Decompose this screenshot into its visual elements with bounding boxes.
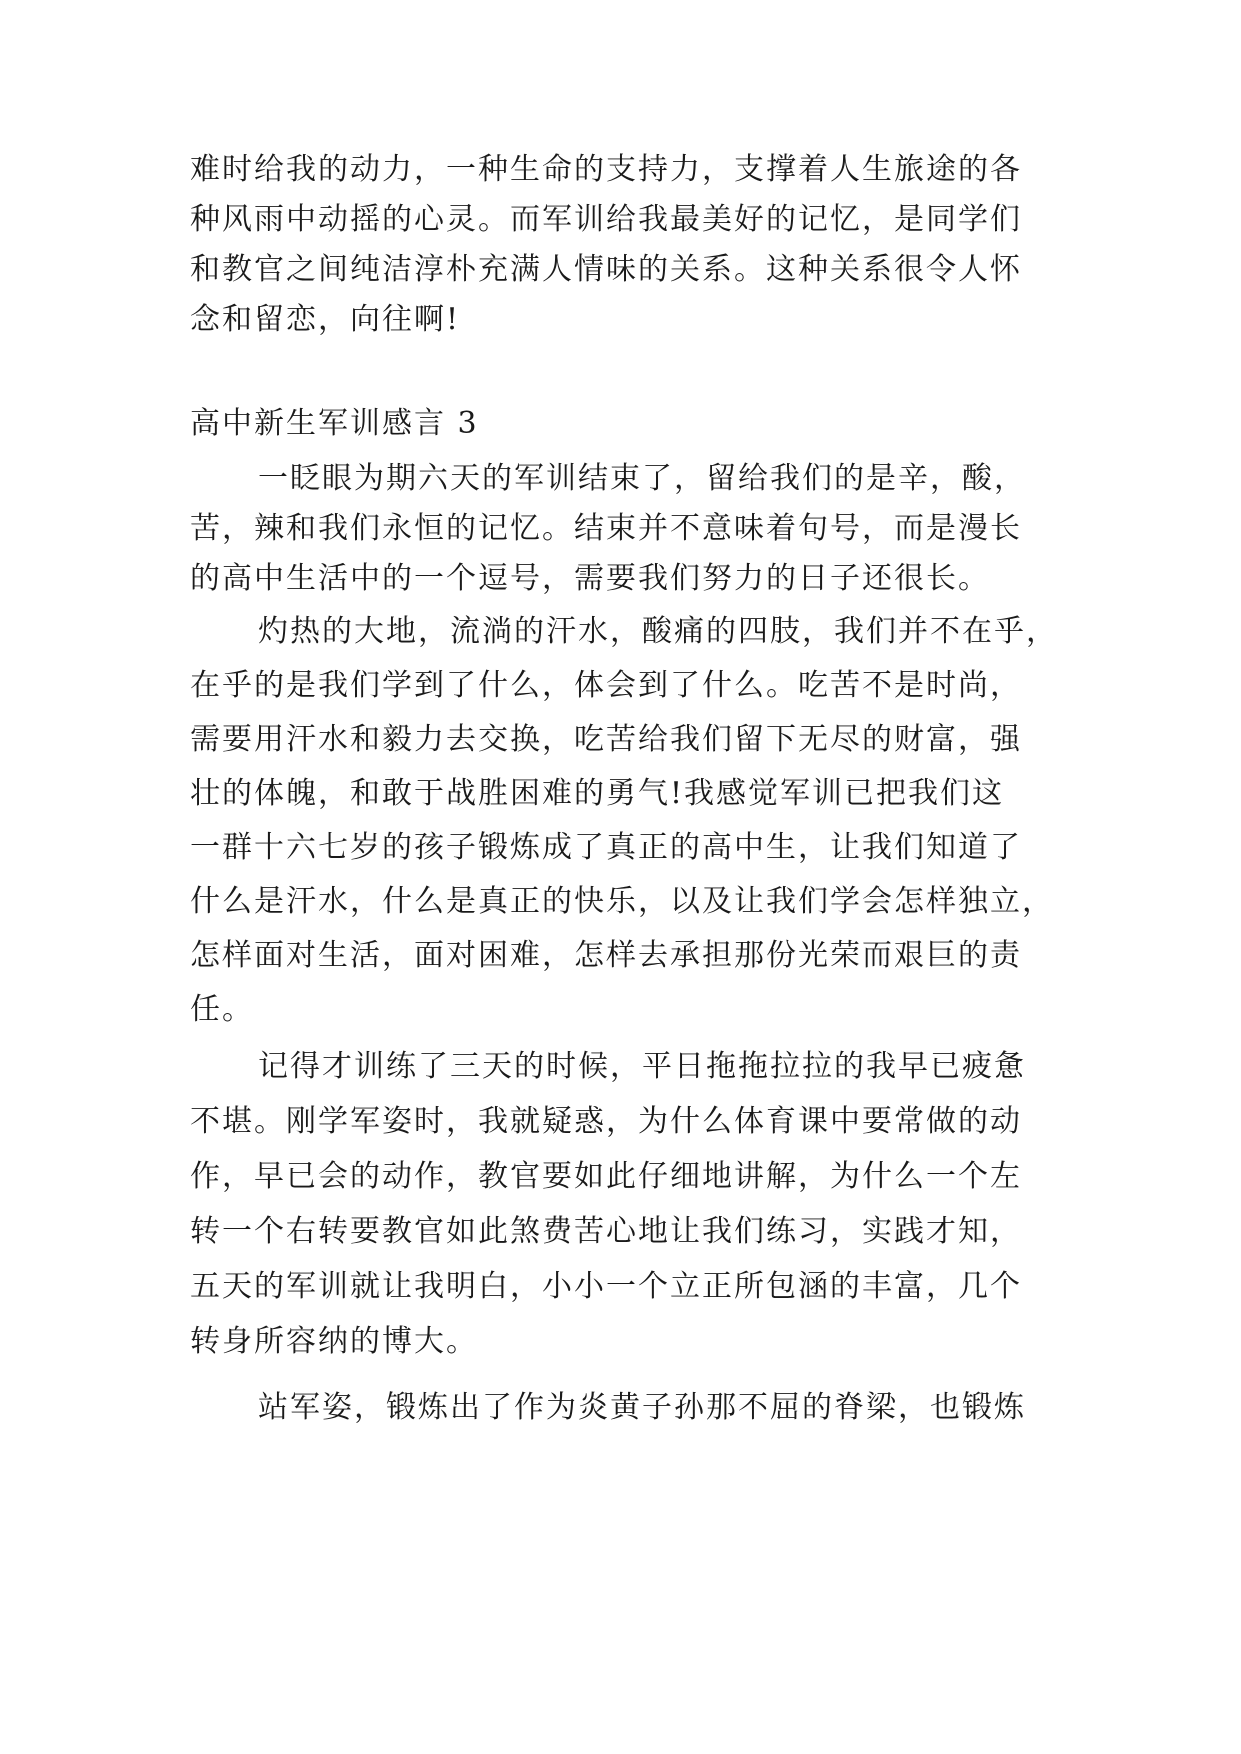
paragraph-line: 种风雨中动摇的心灵。而军训给我最美好的记忆，是同学们 <box>190 202 1022 237</box>
paragraph-line: 一群十六七岁的孩子锻炼成了真正的高中生，让我们知道了 <box>190 830 1022 865</box>
paragraph-line: 转一个右转要教官如此煞费苦心地让我们练习，实践才知， <box>190 1214 1022 1249</box>
paragraph-line: 和教官之间纯洁淳朴充满人情味的关系。这种关系很令人怀 <box>190 252 1022 287</box>
paragraph-line: 在乎的是我们学到了什么，体会到了什么。吃苦不是时尚， <box>190 668 1022 703</box>
paragraph-line: 需要用汗水和毅力去交换，吃苦给我们留下无尽的财富，强 <box>190 722 1022 757</box>
paragraph-line: 站军姿，锻炼出了作为炎黄子孙那不屈的脊梁，也锻炼 <box>258 1390 1026 1425</box>
paragraph-line: 一眨眼为期六天的军训结束了，留给我们的是辛，酸， <box>258 461 1026 496</box>
paragraph-line: 念和留恋，向往啊! <box>190 302 461 337</box>
paragraph-line: 难时给我的动力，一种生命的支持力，支撑着人生旅途的各 <box>190 152 1022 187</box>
paragraph-line: 五天的军训就让我明白，小小一个立正所包涵的丰富，几个 <box>190 1269 1022 1304</box>
paragraph-line: 不堪。刚学军姿时，我就疑惑，为什么体育课中要常做的动 <box>190 1104 1022 1139</box>
paragraph-line: 壮的体魄，和敢于战胜困难的勇气!我感觉军训已把我们这 <box>190 776 1005 811</box>
paragraph-line: 怎样面对生活，面对困难，怎样去承担那份光荣而艰巨的责 <box>190 938 1022 973</box>
section-title: 高中新生军训感言 3 <box>190 406 479 441</box>
paragraph-line: 转身所容纳的博大。 <box>190 1324 478 1359</box>
paragraph-line: 苦，辣和我们永恒的记忆。结束并不意味着句号，而是漫长 <box>190 511 1022 546</box>
paragraph-line: 的高中生活中的一个逗号，需要我们努力的日子还很长。 <box>190 561 990 596</box>
paragraph-line: 任。 <box>190 992 254 1027</box>
paragraph-line: 记得才训练了三天的时候，平日拖拖拉拉的我早已疲惫 <box>258 1049 1026 1084</box>
paragraph-line: 什么是汗水，什么是真正的快乐，以及让我们学会怎样独立， <box>190 884 1054 919</box>
paragraph-line: 灼热的大地，流淌的汗水，酸痛的四肢，我们并不在乎， <box>258 614 1058 649</box>
paragraph-line: 作，早已会的动作，教官要如此仔细地讲解，为什么一个左 <box>190 1159 1022 1194</box>
